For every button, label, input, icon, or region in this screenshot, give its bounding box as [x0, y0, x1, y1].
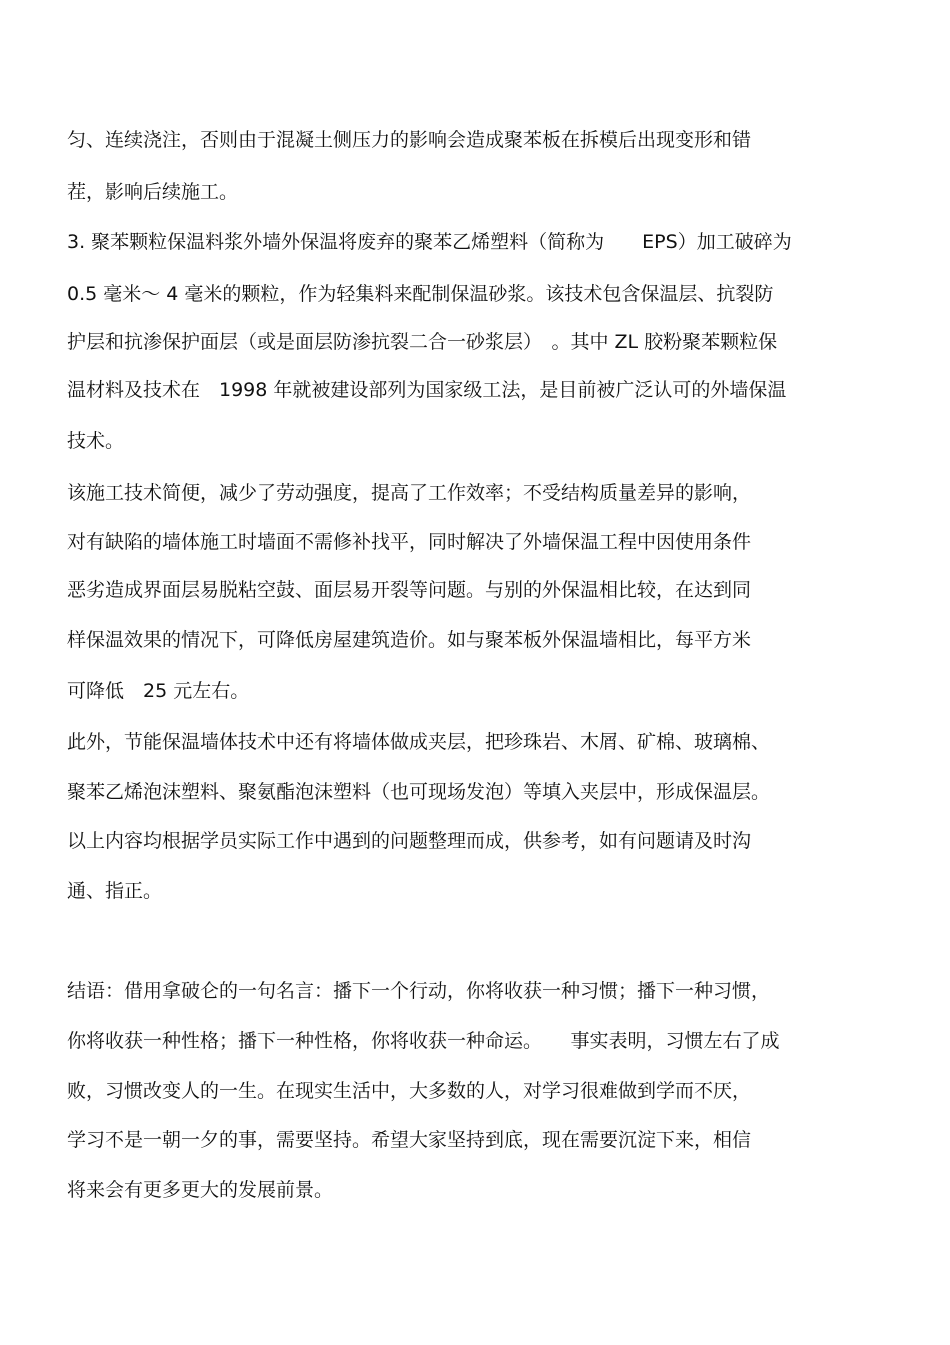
text-line: 结语：借用拿破仑的一句名言：播下一个行动，你将收获一种习惯；播下一种习惯，	[67, 980, 771, 1002]
text-line: 匀、连续浇注，否则由于混凝土侧压力的影响会造成聚苯板在拆模后出现变形和错	[67, 129, 752, 151]
text-line: 对有缺陷的墙体施工时墙面不需修补找平，同时解决了外墙保温工程中因使用条件	[67, 531, 752, 553]
text-line: 通、指正。	[67, 880, 163, 902]
text-line: 你将收获一种性格；播下一种性格，你将收获一种命运。 事实表明，习惯左右了成	[67, 1030, 780, 1052]
text-line: 该施工技术简便，减少了劳动强度，提高了工作效率；不受结构质量差异的影响，	[67, 482, 752, 504]
text-line: 护层和抗渗保护面层（或是面层防渗抗裂二合一砂浆层） 。其中 ZL 胶粉聚苯颗粒保	[67, 331, 778, 353]
text-line: 可降低 25 元左右。	[67, 680, 250, 702]
text-line: 3. 聚苯颗粒保温料浆外墙外保温将废弃的聚苯乙烯塑料（简称为 EPS）加工破碎为	[67, 231, 792, 253]
text-line: 将来会有更多更大的发展前景。	[67, 1179, 334, 1201]
text-line: 以上内容均根据学员实际工作中遇到的问题整理而成，供参考，如有问题请及时沟	[67, 830, 752, 852]
text-line: 学习不是一朝一夕的事，需要坚持。希望大家坚持到底，现在需要沉淀下来，相信	[67, 1129, 752, 1151]
text-line: 样保温效果的情况下，可降低房屋建筑造价。如与聚苯板外保温墙相比，每平方米	[67, 629, 752, 651]
text-line: 温材料及技术在 1998 年就被建设部列为国家级工法，是目前被广泛认可的外墙保温	[67, 379, 787, 401]
text-line: 聚苯乙烯泡沫塑料、聚氨酯泡沫塑料（也可现场发泡）等填入夹层中，形成保温层。	[67, 781, 771, 803]
text-line: 技术。	[67, 430, 125, 452]
text-line: 茬，影响后续施工。	[67, 181, 239, 203]
text-line: 败，习惯改变人的一生。在现实生活中，大多数的人，对学习很难做到学而不厌，	[67, 1080, 752, 1102]
text-line: 此外，节能保温墙体技术中还有将墙体做成夹层，把珍珠岩、木屑、矿棉、玻璃棉、	[67, 731, 771, 753]
text-line: 0.5 毫米～ 4 毫米的颗粒，作为轻集料来配制保温砂浆。该技术包含保温层、抗裂防	[67, 283, 774, 305]
text-line: 恶劣造成界面层易脱粘空鼓、面层易开裂等问题。与别的外保温相比较，在达到同	[67, 579, 752, 601]
